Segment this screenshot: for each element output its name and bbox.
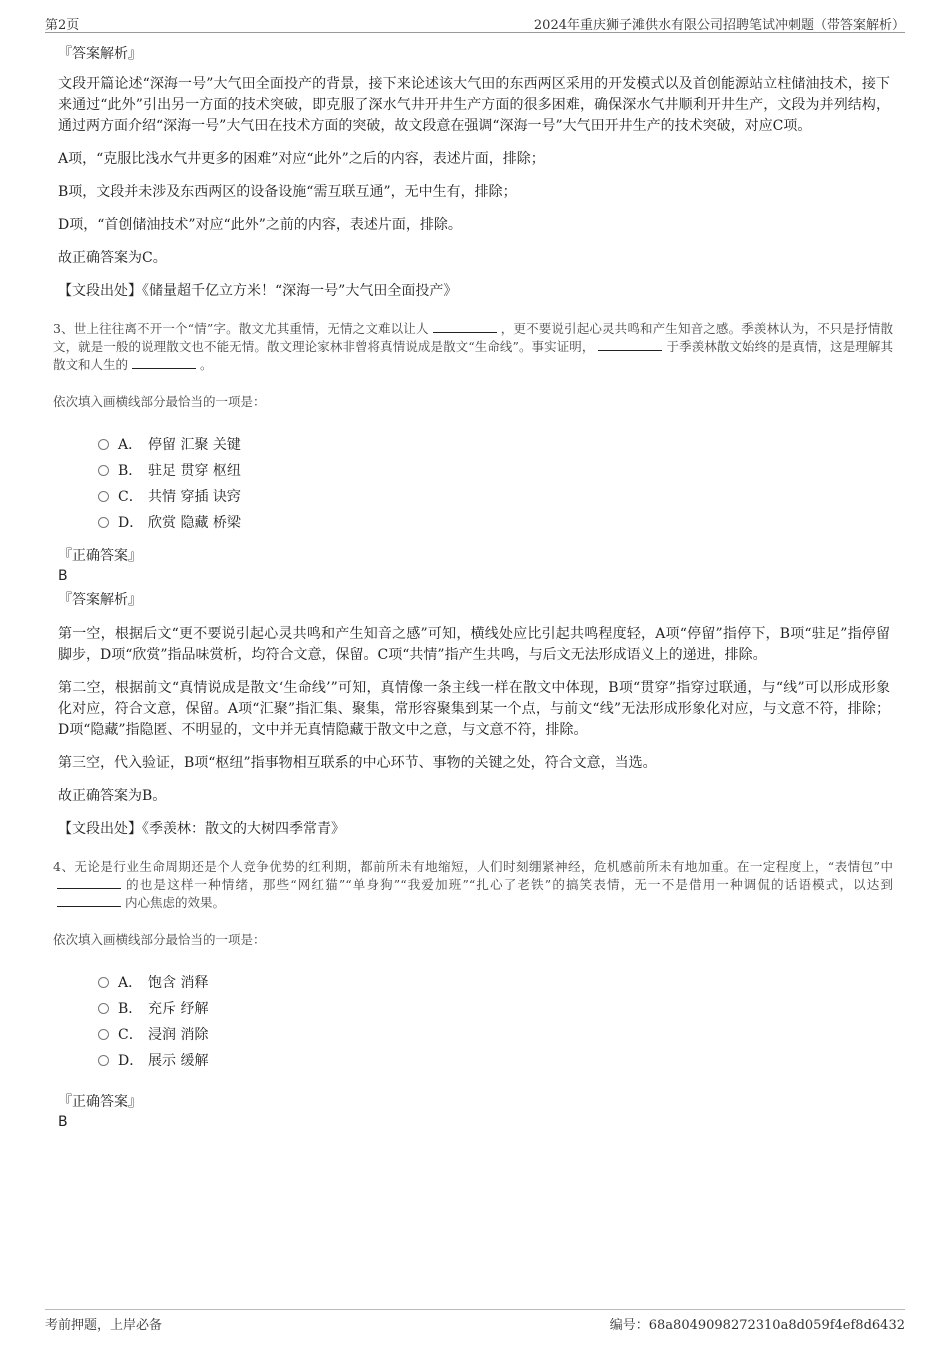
q3-blank-2 <box>598 338 662 351</box>
q3-option-a[interactable] <box>98 432 890 458</box>
q4-option-a[interactable] <box>98 970 890 996</box>
q4-stem <box>53 858 893 912</box>
q3-stem-text-1: 3、世上往往离不开一个“情”字。散文尤其重情，无情之文难以让人 <box>53 321 429 336</box>
footer-code <box>610 1314 905 1333</box>
q3-stem-text-4: 。 <box>200 357 213 372</box>
radio-icon[interactable] <box>98 465 109 476</box>
q2-analysis-para-4: D项，“首创储油技术”对应“此外”之前的内容，表述片面，排除。 <box>58 217 462 233</box>
option-text: 共情 穿插 诀窍 <box>148 489 241 505</box>
q3-analysis-title: 『答案解析』 <box>58 592 142 608</box>
radio-icon[interactable] <box>98 1029 109 1040</box>
option-letter: C． <box>118 489 143 505</box>
q4-stem-text-2: 的也是这样一种情绪，那些“网红猫”“单身狗”“我爱加班”“扎心了老铁”的搞笑表情，无一不是借用一种调侃的话语模式，以达到 <box>125 877 893 892</box>
page-number: 第2页 <box>45 18 80 33</box>
q3-stem <box>53 320 893 374</box>
q2-analysis-para-2: A项，“克服比浅水气井更多的困难”对应“此外”之后的内容，表述片面，排除； <box>58 151 545 167</box>
radio-icon[interactable] <box>98 1003 109 1014</box>
option-text: 饱含 消释 <box>148 975 209 991</box>
page-footer <box>45 1309 905 1332</box>
q3-stem-text-2: ，更不要说引起心灵共鸣和产生知音之感。季羡林认为，不只是抒情散文，就是一般的说理散文也不能无情。散文理论家林非曾将真情说成是散文“生命线”。事实证明， <box>53 321 893 354</box>
option-letter: A． <box>118 437 143 453</box>
radio-icon[interactable] <box>98 977 109 988</box>
footer-slogan: 考前押题，上岸必备 <box>45 1318 163 1333</box>
q3-conclusion: 故正确答案为B。 <box>58 788 167 804</box>
q4-option-d[interactable] <box>98 1048 890 1074</box>
option-letter: B． <box>118 463 143 479</box>
q2-analysis-title: 『答案解析』 <box>58 46 142 62</box>
q3-options <box>98 432 890 536</box>
q4-stem-text-3: 内心焦虑的效果。 <box>125 895 226 910</box>
q3-stem-text-3: 于季羡林散文始终的是真情，这是理解其散文和人生的 <box>53 339 893 372</box>
option-letter: C． <box>118 1027 143 1043</box>
radio-icon[interactable] <box>98 491 109 502</box>
q4-blank-1 <box>57 876 121 889</box>
q4-stem-text-1: 4、无论是行业生命周期还是个人竞争优势的红利期，都前所未有地缩短，人们时刻绷紧神经，危机感前所未有地加重。在一定程度上，“表情包”中 <box>53 859 893 874</box>
q3-analysis-para-2: 第二空，根据前文“真情说成是散文‘生命线’”可知，真情像一条主线一样在散文中体现，B项“贯穿”指穿过联通，与“线”可以形成形象化对应，符合文意，保留。A项“汇聚”指汇集、聚集，常形容聚集到某一个点，与前文“线”无法形成形象化对应，与文意不符，排除；D项“隐藏”指隐匿、不明显的，文中并无真情隐藏于散文中之意，与文意不符，排除。 <box>58 680 890 738</box>
q4-answer-title: 『正确答案』 <box>58 1094 142 1110</box>
q3-answer-title: 『正确答案』 <box>58 548 142 564</box>
q2-analysis-para-3: B项，文段并未涉及东西两区的设备设施“需互联互通”，无中生有，排除； <box>58 184 517 200</box>
option-letter: D． <box>118 1053 144 1069</box>
q3-analysis-para-3: 第三空，代入验证，B项“枢纽”指事物相互联系的中心环节、事物的关键之处，符合文意，当选。 <box>58 755 657 771</box>
footer-code-label: 编号： <box>609 1318 649 1333</box>
option-text: 驻足 贯穿 枢纽 <box>148 463 241 479</box>
q3-blank-3 <box>132 356 196 369</box>
q3-option-b[interactable] <box>98 458 890 484</box>
q3-option-d[interactable] <box>98 510 890 536</box>
q3-analysis-para-1: 第一空，根据后文“更不要说引起心灵共鸣和产生知音之感”可知，横线处应比引起共鸣程度轻，A项“停留”指停下，B项“驻足”指停留脚步，D项“欣赏”指品味赏析，均符合文意，保留。C项“共情”指产生共鸣，与后文无法形成语义上的递进，排除。 <box>58 626 890 663</box>
q3-answer: B <box>58 568 68 584</box>
q2-conclusion: 故正确答案为C。 <box>58 250 167 266</box>
option-letter: D． <box>118 515 144 531</box>
footer-code-value: 68a8049098272310a8d059f4ef8d6432 <box>648 1318 905 1333</box>
radio-icon[interactable] <box>98 517 109 528</box>
document-title: 2024年重庆狮子滩供水有限公司招聘笔试冲刺题（带答案解析） <box>533 18 905 33</box>
option-letter: A． <box>118 975 143 991</box>
q4-prompt: 依次填入画横线部分最恰当的一项是： <box>53 932 266 947</box>
option-letter: B． <box>118 1001 143 1017</box>
option-text: 欣赏 隐藏 桥梁 <box>148 515 241 531</box>
q3-source: 【文段出处】《季羡林：散文的大树四季常青》 <box>58 821 345 837</box>
q4-option-b[interactable] <box>98 996 890 1022</box>
page-content <box>53 44 893 1136</box>
page-header <box>45 12 905 33</box>
q4-blank-2 <box>57 894 121 907</box>
option-text: 展示 缓解 <box>148 1053 209 1069</box>
q3-option-c[interactable] <box>98 484 890 510</box>
q4-options <box>98 970 890 1074</box>
radio-icon[interactable] <box>98 439 109 450</box>
q3-blank-1 <box>433 320 497 333</box>
q4-option-c[interactable] <box>98 1022 890 1048</box>
option-text: 浸润 消除 <box>148 1027 209 1043</box>
q2-source: 【文段出处】《储量超千亿立方米！“深海一号”大气田全面投产》 <box>58 283 458 299</box>
option-text: 充斥 纾解 <box>148 1001 209 1017</box>
option-text: 停留 汇聚 关键 <box>148 437 241 453</box>
radio-icon[interactable] <box>98 1055 109 1066</box>
q4-answer: B <box>58 1114 68 1130</box>
q2-analysis-para-1: 文段开篇论述“深海一号”大气田全面投产的背景，接下来论述该大气田的东西两区采用的开发模式以及首创能源站立柱储油技术，接下来通过“此外”引出另一方面的技术突破，即克服了深水气井开井生产方面的很多困难，确保深水气井顺利开井生产，文段为并列结构，通过两方面介绍“深海一号”大气田在技术方面的突破，故文段意在强调“深海一号”大气田开井生产的技术突破，对应C项。 <box>58 76 890 134</box>
q3-prompt: 依次填入画横线部分最恰当的一项是： <box>53 394 266 409</box>
